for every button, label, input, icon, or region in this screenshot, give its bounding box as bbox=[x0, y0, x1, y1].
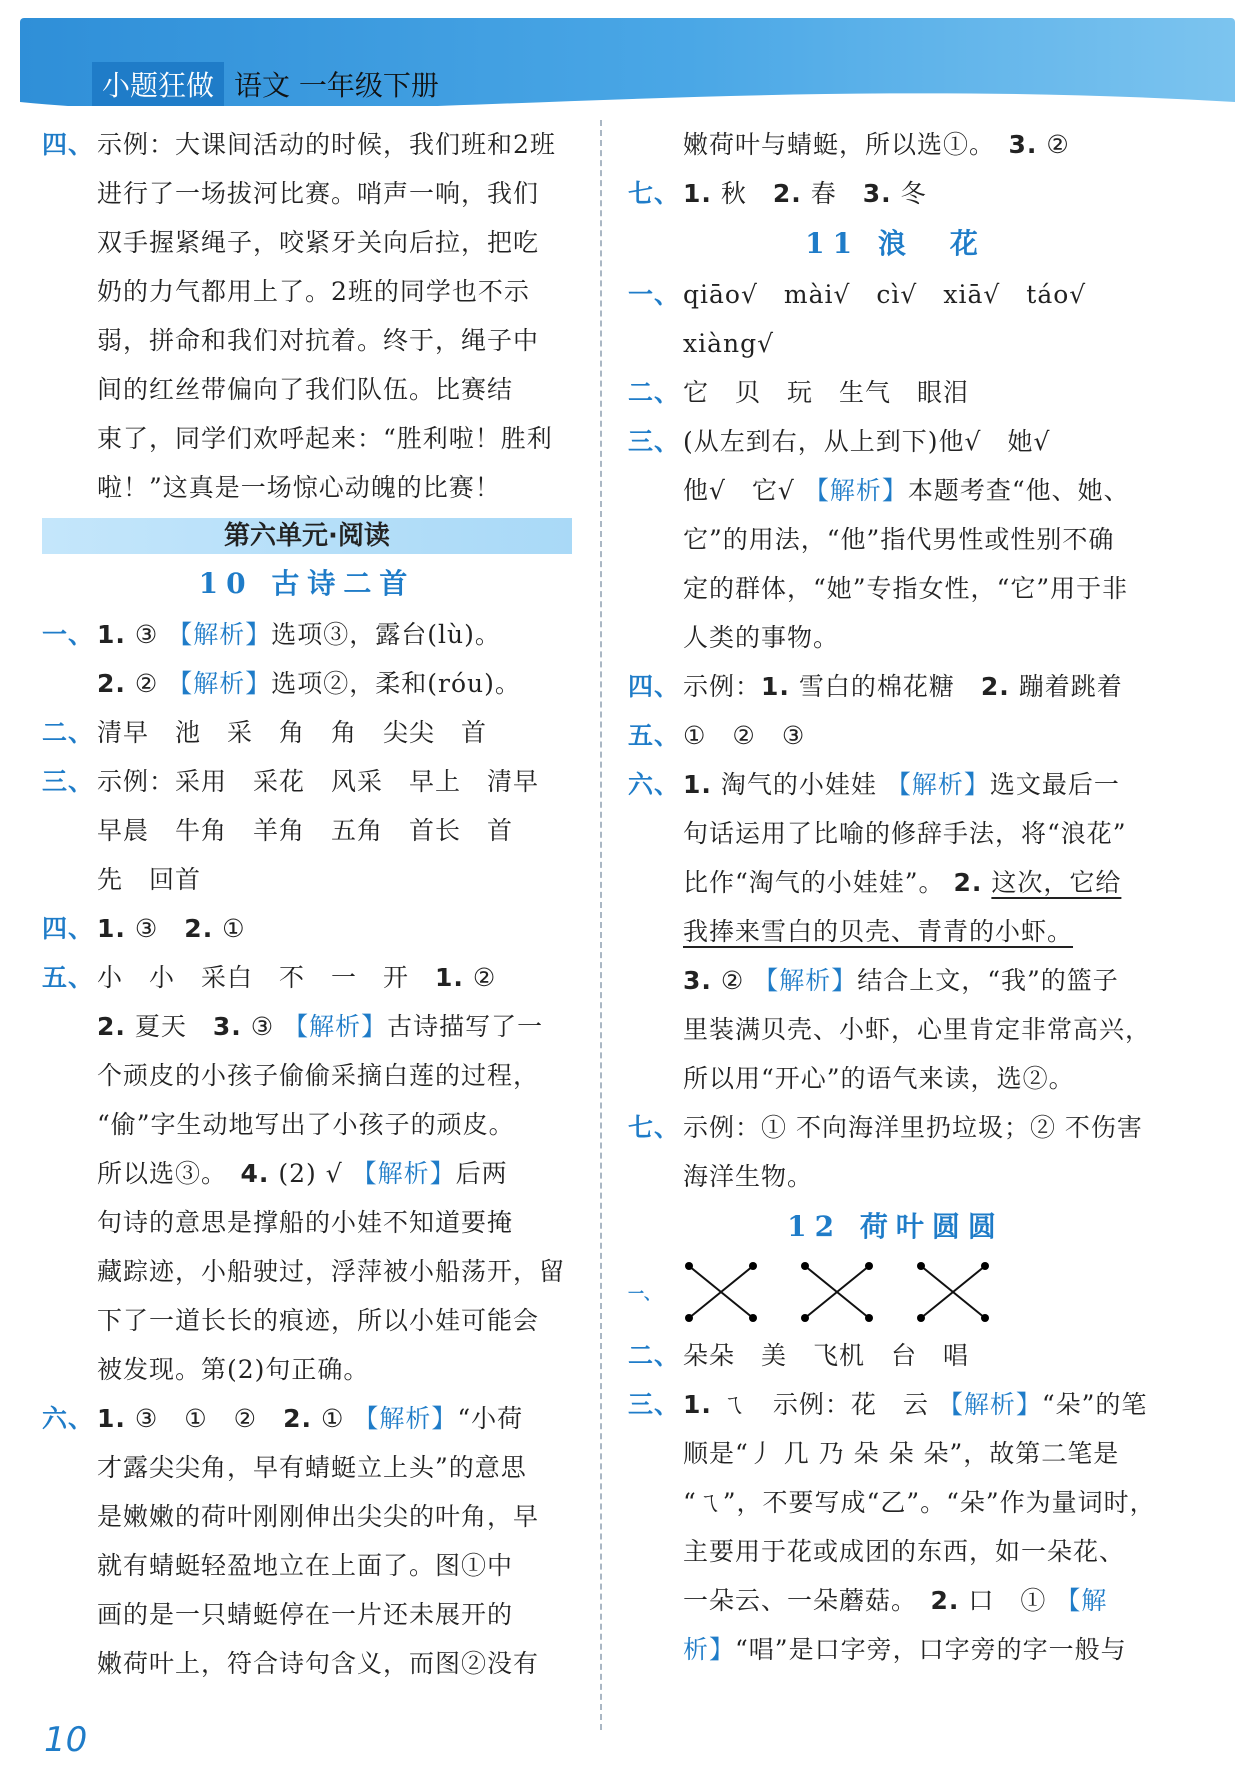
answer-text: “偷”字生动地写出了小孩子的顽皮。 bbox=[97, 1110, 515, 1139]
answer-text: xiàng√ bbox=[683, 329, 775, 358]
answer-text: qiāo√ mài√ cì√ xiā√ táo√ bbox=[683, 280, 1087, 309]
analysis-tag: 【解析】 bbox=[803, 476, 908, 505]
question-number: 2. bbox=[97, 1012, 126, 1041]
answer-text: ③ bbox=[134, 620, 159, 649]
question-number: 3. bbox=[1008, 130, 1038, 159]
question-number: 2. bbox=[97, 669, 126, 698]
section-mark: 四、 bbox=[628, 672, 681, 701]
section-mark: 七、 bbox=[628, 179, 681, 208]
question-number: 2. bbox=[930, 1586, 960, 1615]
analysis-tag: 析】 bbox=[683, 1635, 736, 1664]
question-number: 3. bbox=[862, 179, 892, 208]
analysis-tag: 【解析】 bbox=[351, 1159, 456, 1188]
answer-text: “唱”是口字旁，口字旁的字一般与 bbox=[735, 1635, 1127, 1664]
answer-text: 藏踪迹，小船驶过，浮萍被小船荡开，留 bbox=[97, 1257, 566, 1286]
answer-text: 比作“淘气的小娃娃”。 bbox=[683, 868, 945, 897]
answer-text: 双手握紧绳子，咬紧牙关向后拉，把吃 bbox=[97, 228, 540, 257]
answer-text: ① bbox=[222, 914, 246, 943]
question-number: 2. bbox=[283, 1404, 313, 1433]
answer-text: 秋 bbox=[720, 179, 747, 208]
subject-label: 语文 一年级下册 bbox=[234, 69, 439, 102]
analysis-tag: 【解析】 bbox=[283, 1012, 388, 1041]
answer-text: 奶的力气都用上了。2班的同学也不示 bbox=[97, 277, 530, 306]
answer-text: (从左到右，从上到下)他√ 她√ bbox=[683, 427, 1051, 456]
answer-text: 先 回首 bbox=[97, 865, 202, 894]
analysis-tag: 【解析】 bbox=[937, 1390, 1042, 1419]
answer-text: 进行了一场拔河比赛。哨声一响，我们 bbox=[97, 179, 540, 208]
answer-text: 春 bbox=[810, 179, 837, 208]
question-number: 1. bbox=[683, 770, 712, 799]
section-mark: 三、 bbox=[42, 767, 95, 796]
answer-text: 海洋生物。 bbox=[683, 1162, 814, 1191]
section-mark: 六、 bbox=[628, 770, 681, 799]
answer-text: 夏天 bbox=[134, 1012, 187, 1041]
underlined-answer: 这次，它给 bbox=[991, 868, 1122, 897]
answer-text: ① bbox=[320, 1404, 345, 1433]
answer-text: 是嫩嫩的荷叶刚刚伸出尖尖的叶角，早 bbox=[97, 1502, 540, 1531]
answer-text: ② bbox=[472, 963, 497, 992]
question-number: 3. bbox=[212, 1012, 242, 1041]
section-mark: 三、 bbox=[628, 1390, 681, 1419]
answer-text: 里装满贝壳、小虾，心里肯定非常高兴， bbox=[683, 1015, 1152, 1044]
answer-text: 顺是“丿 几 乃 朵 朵 朵”，故第二笔是 bbox=[683, 1439, 1120, 1468]
answer-text: 所以选③。 bbox=[97, 1159, 215, 1188]
answer-text: 雪白的棉花糖 bbox=[798, 672, 955, 701]
answer-text: 束了，同学们欢呼起来：“胜利啦！胜利 bbox=[97, 424, 553, 453]
right-column bbox=[628, 120, 1163, 1674]
cross-match-icon bbox=[799, 1260, 875, 1324]
answer-text: (2) √ bbox=[278, 1159, 343, 1188]
lesson-title: 12 荷叶圆圆 bbox=[787, 1210, 1004, 1243]
answer-text: “ㄟ”，不要写成“乙”。“朵”作为量词时， bbox=[683, 1488, 1156, 1517]
answer-text: 示例：① 不向海洋里扔垃圾；② 不伤害 bbox=[683, 1113, 1143, 1142]
header-title bbox=[92, 62, 439, 106]
page-number: 10 bbox=[44, 1720, 88, 1760]
section-mark: 五、 bbox=[628, 721, 681, 750]
answer-text: ② bbox=[720, 966, 745, 995]
answer-text: 画的是一只蜻蜓停在一片还未展开的 bbox=[97, 1600, 514, 1629]
answer-text: 选项②，柔和(róu)。 bbox=[271, 669, 521, 698]
analysis-tag: 【解析】 bbox=[753, 966, 858, 995]
answer-text: 朵朵 美 飞机 台 唱 bbox=[683, 1341, 970, 1370]
section-mark: 四、 bbox=[42, 914, 95, 943]
answer-text: 冬 bbox=[900, 179, 927, 208]
question-number: 1. bbox=[435, 963, 464, 992]
answer-text: 间的红丝带偏向了我们队伍。比赛结 bbox=[97, 375, 514, 404]
analysis-tag: 【解 bbox=[1055, 1586, 1108, 1615]
question-number: 1. bbox=[683, 179, 712, 208]
lesson-title: 10 古诗二首 bbox=[198, 567, 416, 600]
answer-text: “朵”的笔 bbox=[1041, 1390, 1148, 1419]
answer-text: “小荷 bbox=[457, 1404, 524, 1433]
question-number: 2. bbox=[184, 914, 214, 943]
answer-text: 嫩荷叶与蜻蜓，所以选①。 bbox=[683, 130, 983, 159]
answer-text: 一朵云、一朵蘑菇。 bbox=[683, 1586, 905, 1615]
question-number: 1. bbox=[97, 620, 126, 649]
answer-text: 主要用于花或成团的东西，如一朵花、 bbox=[683, 1537, 1126, 1566]
answer-text: 他√ 它√ bbox=[683, 476, 795, 505]
answer-text: 啦！”这真是一场惊心动魄的比赛！ bbox=[97, 473, 501, 502]
answer-text: 才露尖尖角，早有蜻蜓立上头”的意思 bbox=[97, 1453, 527, 1482]
answer-text: 蹦着跳着 bbox=[1018, 672, 1123, 701]
question-number: 3. bbox=[683, 966, 712, 995]
answer-text: ② bbox=[134, 669, 159, 698]
section-mark: 三、 bbox=[628, 427, 681, 456]
answer-text: 示例：大课间活动的时候，我们班和2班 bbox=[97, 130, 556, 159]
answer-text: ㄟ 示例：花 云 bbox=[720, 1390, 929, 1419]
answer-text: 句诗的意思是撑船的小娃不知道要掩 bbox=[97, 1208, 514, 1237]
answer-text: 它”的用法，“他”指代男性或性别不确 bbox=[683, 525, 1115, 554]
left-column bbox=[42, 120, 572, 1688]
answer-text: ③ bbox=[250, 1012, 275, 1041]
column-divider bbox=[600, 120, 602, 1730]
brand-badge: 小题狂做 bbox=[92, 62, 224, 106]
answer-text: 选文最后一 bbox=[989, 770, 1120, 799]
section-mark: 七、 bbox=[628, 1113, 681, 1142]
answer-text: 选项③，露台(lù)。 bbox=[271, 620, 501, 649]
analysis-tag: 【解析】 bbox=[167, 620, 272, 649]
question-number: 1. bbox=[683, 1390, 712, 1419]
section-mark: 五、 bbox=[42, 963, 95, 992]
section-mark: 二、 bbox=[42, 718, 95, 747]
section-mark: 四、 bbox=[42, 130, 95, 159]
answer-text: 示例： bbox=[683, 672, 762, 701]
answer-text: 就有蜻蜓轻盈地立在上面了。图①中 bbox=[97, 1551, 514, 1580]
answer-text: ③ ① ② bbox=[134, 1404, 258, 1433]
question-number: 2. bbox=[980, 672, 1010, 701]
question-number: 2. bbox=[953, 868, 983, 897]
unit-banner: 第六单元·阅读 bbox=[42, 518, 572, 554]
answer-text: 示例：采用 采花 风采 早上 清早 bbox=[97, 767, 540, 796]
underlined-answer: 我捧来雪白的贝壳、青青的小虾。 bbox=[683, 917, 1074, 946]
section-mark: 二、 bbox=[628, 1341, 681, 1370]
answer-text: 古诗描写了一 bbox=[387, 1012, 544, 1041]
answer-text: 淘气的小娃娃 bbox=[720, 770, 877, 799]
answer-text: 个顽皮的小孩子偷偷采摘白莲的过程， bbox=[97, 1061, 540, 1090]
section-mark: 一、 bbox=[628, 280, 681, 309]
answer-text: ② bbox=[1046, 130, 1070, 159]
answer-text: 人类的事物。 bbox=[683, 623, 840, 652]
question-number: 4. bbox=[240, 1159, 270, 1188]
matching-lines bbox=[628, 1253, 1163, 1331]
section-mark: 六、 bbox=[42, 1404, 95, 1433]
question-number: 1. bbox=[97, 914, 126, 943]
answer-text: 被发现。第(2)句正确。 bbox=[97, 1355, 370, 1384]
answer-text: 小 小 采白 不 一 开 bbox=[97, 963, 410, 992]
cross-match-icon bbox=[683, 1260, 759, 1324]
question-number: 1. bbox=[97, 1404, 126, 1433]
answer-text: 嫩荷叶上，符合诗句含义，而图②没有 bbox=[97, 1649, 540, 1678]
answer-text: 所以用“开心”的语气来读，选②。 bbox=[683, 1064, 1075, 1093]
section-mark: 二、 bbox=[628, 378, 681, 407]
answer-text: 它 贝 玩 生气 眼泪 bbox=[683, 378, 970, 407]
answer-text: 句话运用了比喻的修辞手法，将“浪花” bbox=[683, 819, 1127, 848]
lesson-title: 11 浪 花 bbox=[805, 227, 986, 260]
question-number: 2. bbox=[772, 179, 802, 208]
answer-text: 后两 bbox=[455, 1159, 508, 1188]
answer-text: ① ② ③ bbox=[683, 721, 806, 750]
answer-text: ③ bbox=[134, 914, 159, 943]
answer-text: 结合上文，“我”的篮子 bbox=[857, 966, 1119, 995]
section-mark: 一、 bbox=[628, 1283, 661, 1303]
answer-text: 口 ① bbox=[968, 1586, 1047, 1615]
analysis-tag: 【解析】 bbox=[353, 1404, 458, 1433]
analysis-tag: 【解析】 bbox=[167, 669, 272, 698]
answer-text: 早晨 牛角 羊角 五角 首长 首 bbox=[97, 816, 514, 845]
analysis-tag: 【解析】 bbox=[885, 770, 990, 799]
answer-text: 定的群体，“她”专指女性，“它”用于非 bbox=[683, 574, 1129, 603]
answer-text: 弱，拼命和我们对抗着。终于，绳子中 bbox=[97, 326, 540, 355]
section-mark: 一、 bbox=[42, 620, 95, 649]
answer-text: 清早 池 采 角 角 尖尖 首 bbox=[97, 718, 488, 747]
page-header bbox=[20, 18, 1235, 106]
question-number: 1. bbox=[761, 672, 790, 701]
cross-match-icon bbox=[915, 1260, 991, 1324]
answer-text: 本题考查“他、她、 bbox=[907, 476, 1130, 505]
answer-text: 下了一道长长的痕迹，所以小娃可能会 bbox=[97, 1306, 540, 1335]
